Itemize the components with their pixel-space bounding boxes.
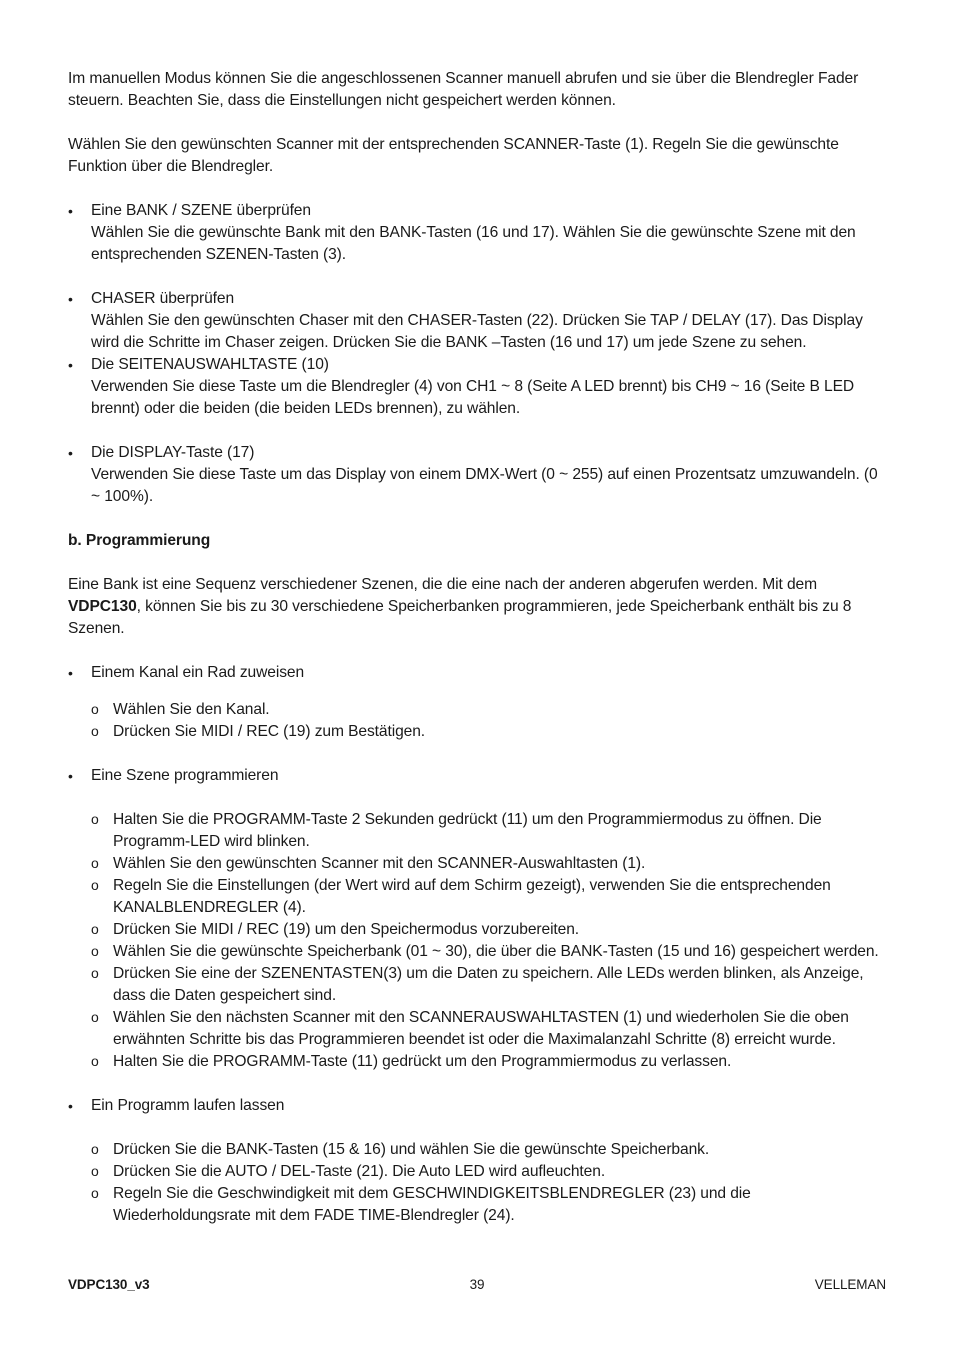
run-step: o Regeln Sie die Geschwindigkeit mit dem GESCHWINDIGKEITSBLENDREGLER (23) und die Wiederholdungsrate mit dem FADE TIME-Blendregler (24).: [68, 1183, 888, 1227]
scene-step: o Drücken Sie MIDI / REC (19) um den Speichermodus vorzubereiten.: [68, 919, 888, 941]
run-step: o Drücken Sie die AUTO / DEL-Taste (21). Die Auto LED wird aufleuchten.: [68, 1161, 888, 1183]
manual-item: [68, 288, 888, 354]
assign-step: o Drücken Sie MIDI / REC (19) zum Bestätigen.: [68, 721, 888, 743]
scene-step: o Wählen Sie den nächsten Scanner mit den SCANNERAUSWAHLTASTEN (1) und wiederholen Sie die oben erwähnten Schritte bis das Programmieren beendet ist oder die Maximalanzahl Schritte (8) erreicht wurde.: [68, 1007, 888, 1051]
manual-item-text: Wählen Sie den gewünschten Chaser mit den CHASER-Tasten (22). Drücken Sie TAP / DELAY (17). Das Display wird die Schritte im Chaser zeigen. Drücken Sie die BANK –Tasten (16 und 17) um jede Szene zu sehen.: [91, 312, 863, 351]
page-number: 39: [469, 1277, 485, 1292]
manual-item-text: Wählen Sie die gewünschte Bank mit den BANK-Tasten (16 und 17). Wählen Sie die gewünschte Szene mit den entsprechenden SZENEN-Tasten (3).: [91, 224, 856, 263]
manual-item: [68, 442, 888, 508]
scene-step: o Wählen Sie die gewünschte Speicherbank (01 ~ 30), die über die BANK-Tasten (15 und 16) gespeichert werden.: [68, 941, 888, 963]
footer-model: VDPC130_v3: [68, 1277, 150, 1292]
manual-item-text: Verwenden Sie diese Taste um die Blendregler (4) von CH1 ~ 8 (Seite A LED brennt) bis CH9 ~ 16 (Seite B LED brennt) oder die beiden (die beiden LEDs brennen), zu wählen.: [91, 378, 855, 417]
program-intro-start: Eine Bank ist eine Sequenz verschiedener Szenen, die die eine nach der anderen abgerufen werden. Mit dem: [68, 576, 817, 593]
manual-item-title: • Die SEITENAUSWAHLTASTE (10): [91, 356, 329, 373]
scene-step: o Regeln Sie die Einstellungen (der Wert wird auf dem Schirm gezeigt), verwenden Sie die entsprechenden KANALBLENDREGLER (4).: [68, 875, 888, 919]
assign-title: • Einem Kanal ein Rad zuweisen: [68, 662, 888, 684]
section-heading: b. Programmierung: [68, 532, 211, 549]
manual-item: [68, 354, 888, 420]
manual-item-title: • Die DISPLAY-Taste (17): [91, 444, 255, 461]
run-title: • Ein Programm laufen lassen: [68, 1095, 888, 1117]
manual-item: [68, 200, 888, 266]
manual-item-text: Verwenden Sie diese Taste um das Display von einem DMX-Wert (0 ~ 255) auf einen Prozentsatz umzuwandeln. (0 ~ 100%).: [91, 466, 878, 505]
scene-title: • Eine Szene programmieren: [68, 765, 888, 787]
run-step: o Drücken Sie die BANK-Tasten (15 & 16) und wählen Sie die gewünschte Speicherbank.: [68, 1139, 888, 1161]
program-intro-end: , können Sie bis zu 30 verschiedene Speicherbanken programmieren, jede Speicherbank enthält bis zu 8 Szenen.: [68, 598, 852, 637]
assign-step: o Wählen Sie den Kanal.: [68, 699, 888, 721]
scene-step: o Drücken Sie eine der SZENENTASTEN(3) um die Daten zu speichern. Alle LEDs werden blinken, als Anzeige, dass die Daten gespeichert sind.: [68, 963, 888, 1007]
footer-brand: VELLEMAN: [814, 1277, 886, 1292]
document-body: [68, 68, 888, 1227]
scene-step: o Wählen Sie den gewünschten Scanner mit den SCANNER-Auswahltasten (1).: [68, 853, 888, 875]
program-intro: [68, 574, 888, 640]
scene-step: o Halten Sie die PROGRAMM-Taste 2 Sekunden gedrückt (11) um den Programmiermodus zu öffnen. Die Programm-LED wird blinken.: [68, 809, 888, 853]
intro-paragraph: Im manuellen Modus können Sie die angeschlossenen Scanner manuell abrufen und sie über die Blendregler Fader steuern. Beachten Sie, dass die Einstellungen nicht gespeichert werden können.: [68, 70, 859, 109]
scene-step: o Halten Sie die PROGRAMM-Taste (11) gedrückt um den Programmiermodus zu verlassen.: [68, 1051, 888, 1073]
manual-item-title: • CHASER überprüfen: [91, 290, 235, 307]
page-footer: [68, 1274, 886, 1294]
manual-item-title: • Eine BANK / SZENE überprüfen: [91, 202, 311, 219]
model-name: VDPC130: [68, 598, 137, 615]
intro-paragraph: Wählen Sie den gewünschten Scanner mit der entsprechenden SCANNER-Taste (1). Regeln Sie die gewünschte Funktion über die Blendregler.: [68, 136, 839, 175]
